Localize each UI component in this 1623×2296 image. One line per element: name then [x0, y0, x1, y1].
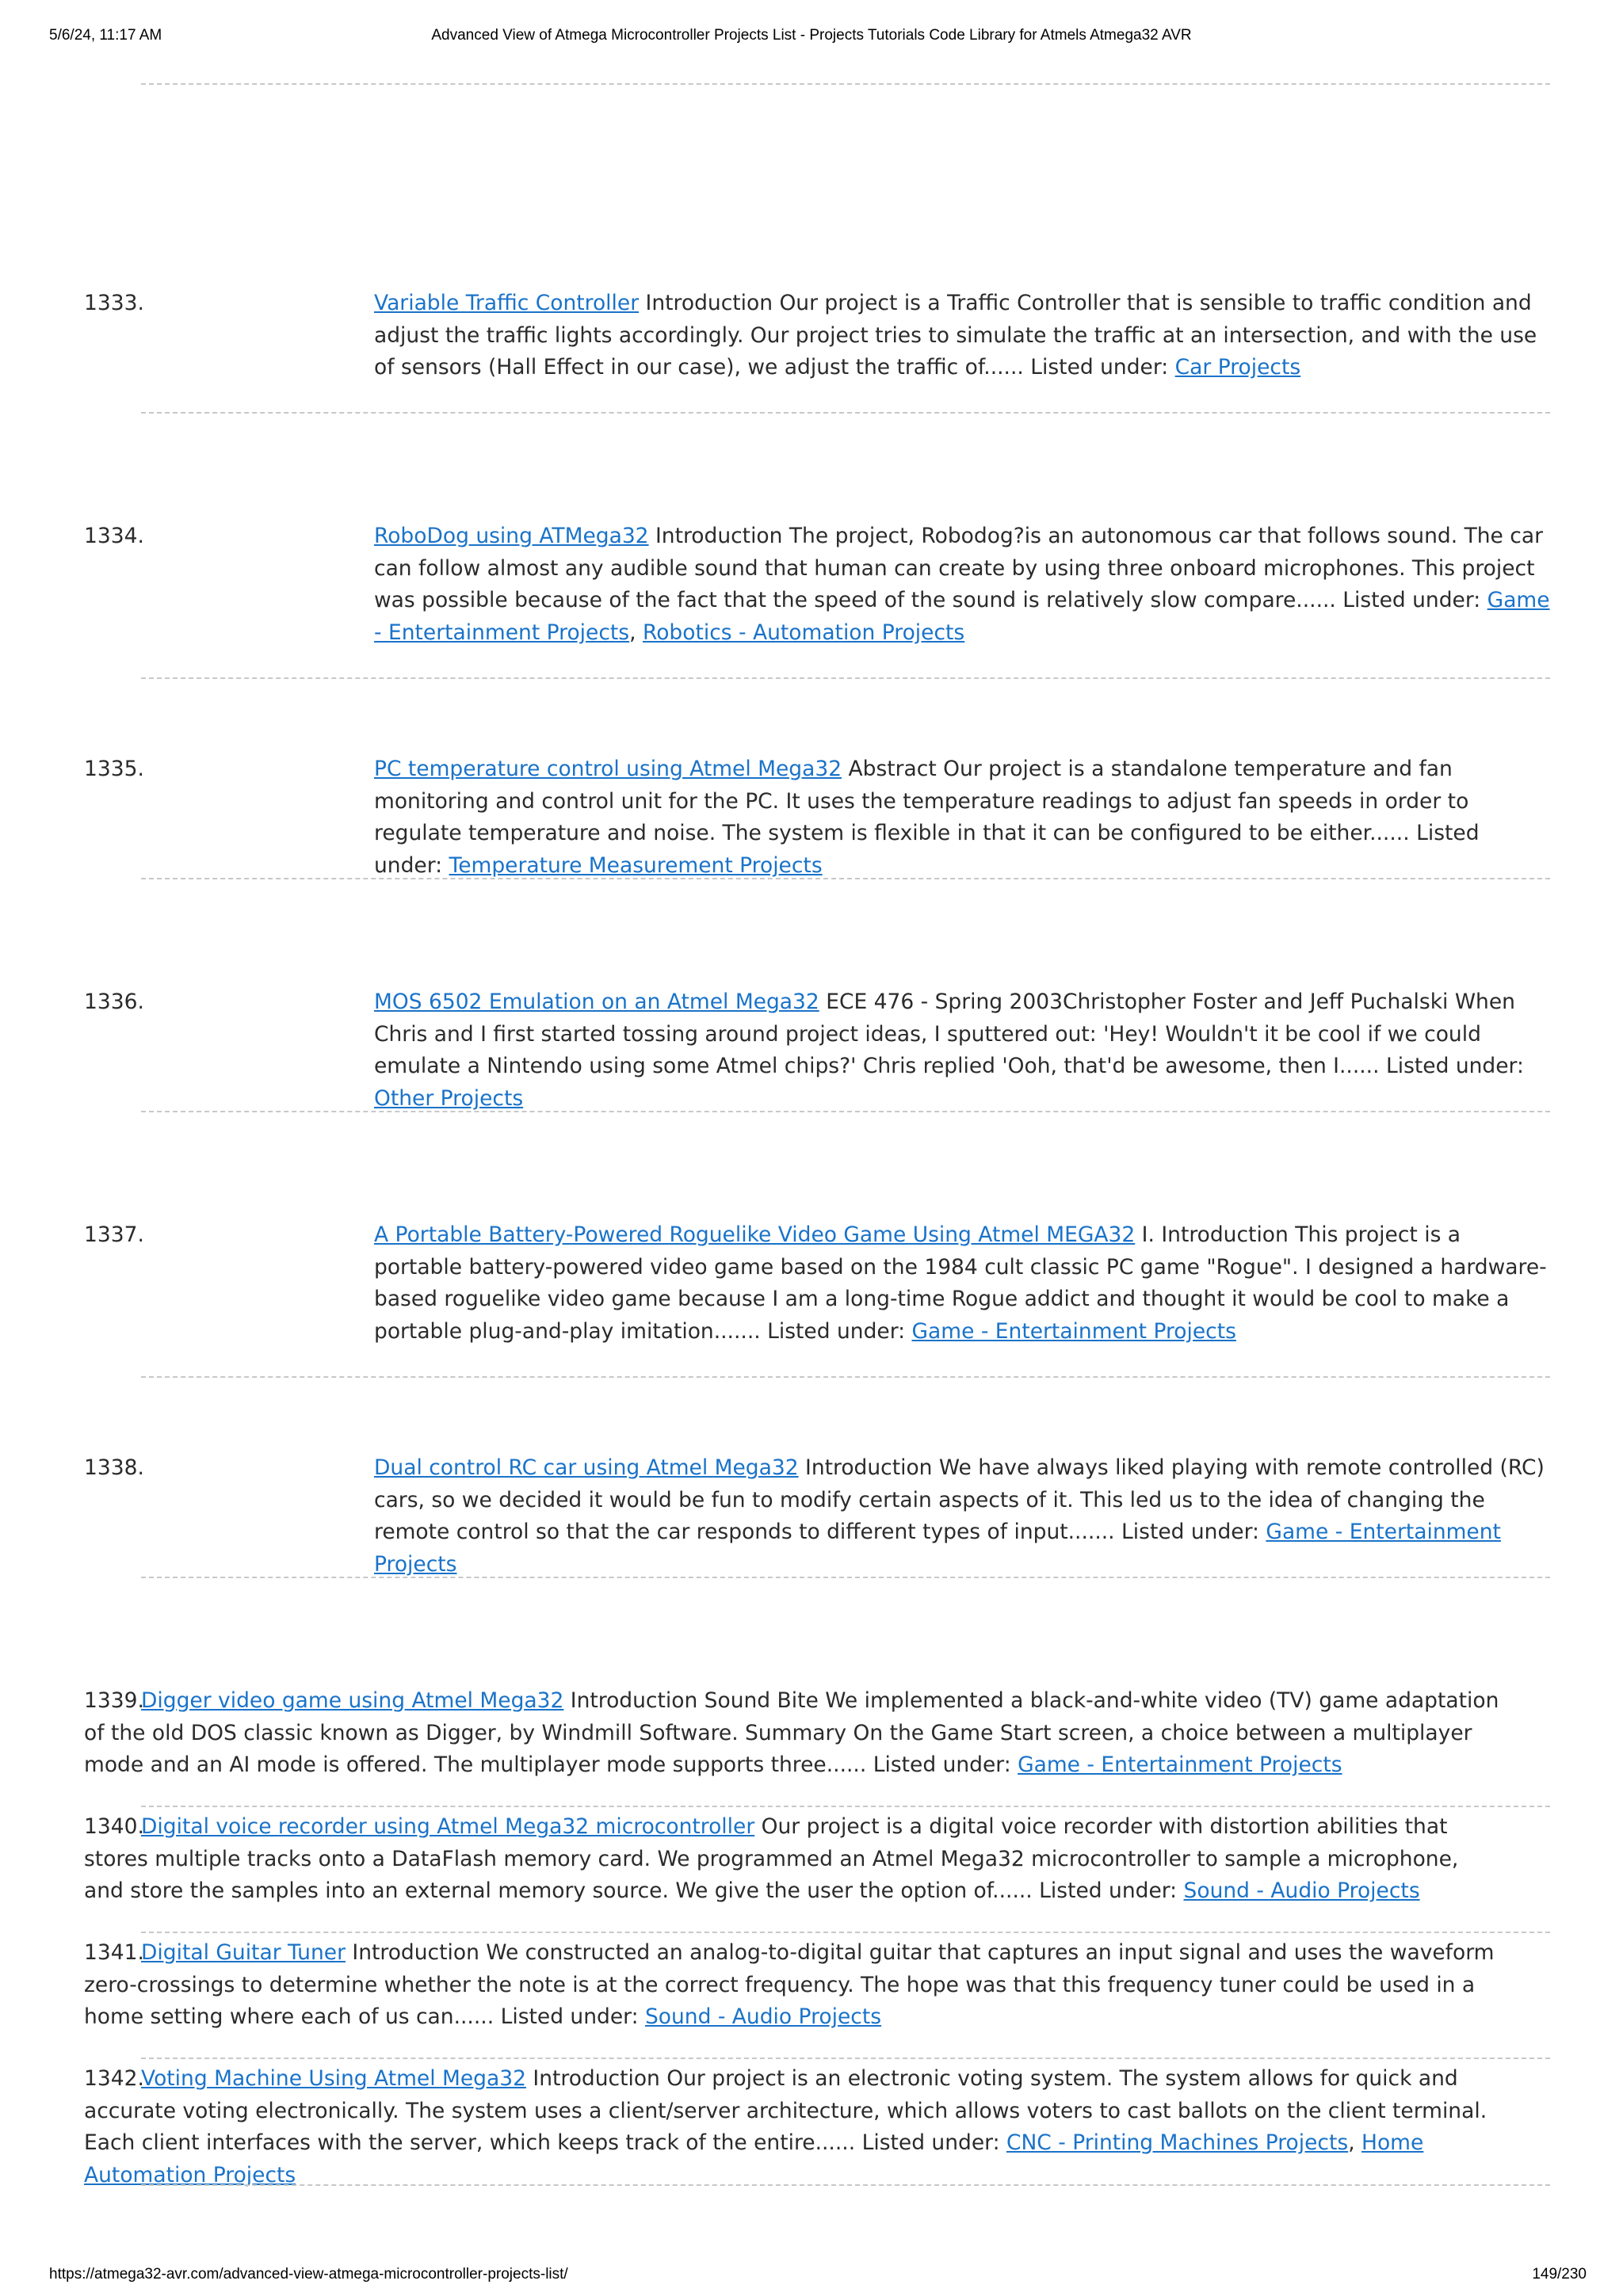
item-text: [374, 986, 1550, 1115]
category-link[interactable]: Car Projects: [1174, 355, 1301, 379]
divider: [141, 1932, 1550, 1933]
divider: [141, 677, 1550, 679]
divider: [141, 878, 1550, 879]
item-text: [374, 1452, 1550, 1581]
listed-under-label: Listed under:: [1039, 1878, 1178, 1903]
project-link[interactable]: RoboDog using ATMega32: [374, 524, 649, 548]
divider: [141, 1376, 1550, 1378]
item-number: 1342.: [84, 2066, 144, 2091]
item-number: 1339.: [84, 1688, 144, 1713]
item-text: [374, 288, 1550, 384]
item-number: 1335.: [84, 757, 144, 781]
item-number: 1334.: [84, 524, 144, 548]
category-link[interactable]: CNC - Printing Machines Projects: [1006, 2130, 1349, 2155]
item-summary: Introduction Our project is a Traffic Controller that is sensible to traffic condition and adjust the traffic lights accordingly. Our project tries to simulate the traffic at an intersection, and with the use of sensors (Hall Effect in our case), we adjust the traffic of......: [374, 291, 1537, 379]
divider: [141, 412, 1550, 414]
category-link[interactable]: Temperature Measurement Projects: [449, 852, 823, 878]
item-text: Voting Machine Using Atmel Mega32 Introduction Our project is an electronic voting system. The system allows for quick and accurate voting electronically. The system uses a client/server architecture, which allows voters to cast ballots on the client terminal. Each client interfaces with the server, which keeps track of the entire...... Listed under: CNC - Printing Machines Projects, Home Automation Projects: [84, 2066, 1487, 2187]
page-number: 149/230: [1532, 2266, 1587, 2283]
list-item: [84, 1811, 1550, 1908]
listed-under-label: Listed under:: [873, 1753, 1011, 1777]
project-link[interactable]: Digger video game using Atmel Mega32: [141, 1688, 564, 1713]
list-item: [84, 1937, 1550, 2034]
category-link[interactable]: Other Projects: [374, 1085, 524, 1111]
project-link[interactable]: Dual control RC car using Atmel Mega32: [374, 1455, 799, 1480]
listed-under-label: Listed under:: [1342, 588, 1481, 612]
item-summary: Introduction We constructed an analog-to-digital guitar that captures an input signal and uses the waveform zero-crossings to determine whether the note is at the correct frequency. The hope was that this frequency tuner could be used in a home setting where each of us can......: [84, 1940, 1495, 2029]
item-text: RoboDog using ATMega32 Introduction The project, Robodog?is an autonomous car that follows sound. The car can follow almost any audible sound that human can create by using three onboard microphones. This project was possible because of the fact that the speed of the sound is relatively slow compare...... Listed under: Game - Entertainment Projects, Robotics - Automation Projects: [374, 524, 1550, 645]
listed-under-label: Listed under:: [767, 1318, 906, 1344]
divider: [141, 2058, 1550, 2059]
item-summary: ECE 476 - Spring 2003Christopher Foster and Jeff Puchalski When Chris and I first started tossing around project ideas, I sputtered out: 'Hey! Wouldn't it be cool if we could emulate a Nintendo using some Atmel chips?' Chris replied 'Ooh, that'd be awesome, then I......: [374, 990, 1515, 1078]
item-text: [374, 1219, 1550, 1348]
category-link[interactable]: Game - Entertainment Projects: [1018, 1753, 1342, 1777]
item-number: 1341.: [84, 1940, 144, 1965]
item-number: 1336.: [84, 990, 144, 1014]
item-summary: Introduction Our project is an electronic voting system. The system allows for quick and accurate voting electronically. The system uses a client/server architecture, which allows voters to cast ballots on the client terminal. Each client interfaces with the server, which keeps track of the entire......: [84, 2066, 1487, 2155]
item-number: 1338.: [84, 1455, 144, 1480]
print-footer: [0, 2261, 1623, 2290]
print-datetime: 5/6/24, 11:17 AM: [49, 27, 162, 44]
category-link[interactable]: Robotics - Automation Projects: [642, 620, 965, 645]
listed-under-label: Listed under:: [1030, 355, 1169, 379]
item-summary: Abstract Our project is a standalone temperature and fan monitoring and control unit for the PC. It uses the temperature readings to adjust fan speeds in order to regulate temperature and noise. The system is flexible in that it can be configured to be either......: [374, 757, 1469, 845]
category-link[interactable]: Sound - Audio Projects: [1183, 1878, 1420, 1903]
item-text: [84, 1937, 1503, 2034]
project-link[interactable]: Digital voice recorder using Atmel Mega32 microcontroller: [141, 1814, 755, 1839]
item-number: 1337.: [84, 1222, 144, 1247]
item-text: [374, 753, 1550, 882]
project-link[interactable]: Digital Guitar Tuner: [141, 1940, 346, 1965]
item-summary: Introduction Sound Bite We implemented a black-and-white video (TV) game adaptation of the old DOS classic known as Digger, by Windmill Software. Summary On the Game Start screen, a choice between a multiplayer mode and an AI mode is offered. The multiplayer mode supports three......: [84, 1688, 1499, 1777]
category-link[interactable]: Game - Entertainment Projects: [911, 1318, 1236, 1344]
item-number: 1340.: [84, 1814, 144, 1839]
category-link[interactable]: Sound - Audio Projects: [644, 2004, 882, 2029]
project-link[interactable]: A Portable Battery-Powered Roguelike Video Game Using Atmel MEGA32: [374, 1222, 1136, 1247]
divider: [141, 83, 1550, 85]
divider: [141, 1806, 1550, 1807]
project-link[interactable]: Variable Traffic Controller: [374, 291, 640, 315]
item-summary: Introduction We have always liked playing with remote controlled (RC) cars, so we decided it would be fun to modify certain aspects of it. This led us to the idea of changing the remote control so that the car responds to different types of input.......: [374, 1455, 1545, 1544]
list-item: [84, 1685, 1550, 1782]
divider: [141, 1111, 1550, 1112]
item-summary: Introduction The project, Robodog?is an autonomous car that follows sound. The car can follow almost any audible sound that human can create by using three onboard microphones. This project was possible because of the fact that the speed of the sound is relatively slow compare......: [374, 524, 1543, 612]
project-link[interactable]: MOS 6502 Emulation on an Atmel Mega32: [374, 990, 819, 1014]
listed-under-label: Listed under:: [374, 821, 1480, 878]
page-url: https://atmega32-avr.com/advanced-view-atmega-microcontroller-projects-list/: [49, 2266, 568, 2283]
divider: [141, 1577, 1550, 1578]
listed-under-label: Listed under:: [1121, 1520, 1259, 1544]
listed-under-label: Listed under:: [1385, 1054, 1524, 1078]
item-summary: Our project is a digital voice recorder with distortion abilities that stores multiple tracks onto a DataFlash memory card. We programmed an Atmel Mega32 microcontroller to sample a microphone, and store the samples into an external memory source. We give the user the option of......: [84, 1814, 1459, 1903]
print-header: [0, 22, 1623, 54]
item-number: 1333.: [84, 291, 144, 315]
listed-under-label: Listed under:: [861, 2130, 1000, 2155]
category-link[interactable]: Game - Entertainment Projects: [374, 1520, 1501, 1577]
project-link[interactable]: PC temperature control using Atmel Mega32: [374, 757, 842, 781]
item-text: [84, 1685, 1503, 1782]
page-title: Advanced View of Atmega Microcontroller Projects List - Projects Tutorials Code Library for Atmels Atmega32 AVR: [431, 27, 1192, 44]
item-summary: I. Introduction This project is a portable battery-powered video game based on the 1984 cult classic PC game "Rogue". I designed a hardware-based roguelike video game because I am a long-time Rogue addict and thought it would be cool to make a portable plug-and-play imitation.......: [374, 1222, 1547, 1344]
listed-under-label: Listed under:: [500, 2004, 639, 2029]
divider: [141, 2184, 1550, 2186]
category-link[interactable]: Home Automation Projects: [84, 2130, 1424, 2187]
category-link[interactable]: Game - Entertainment Projects: [374, 588, 1550, 645]
item-text: [84, 1811, 1503, 1908]
project-link[interactable]: Voting Machine Using Atmel Mega32: [141, 2066, 526, 2091]
list-item: [84, 2063, 1550, 2191]
